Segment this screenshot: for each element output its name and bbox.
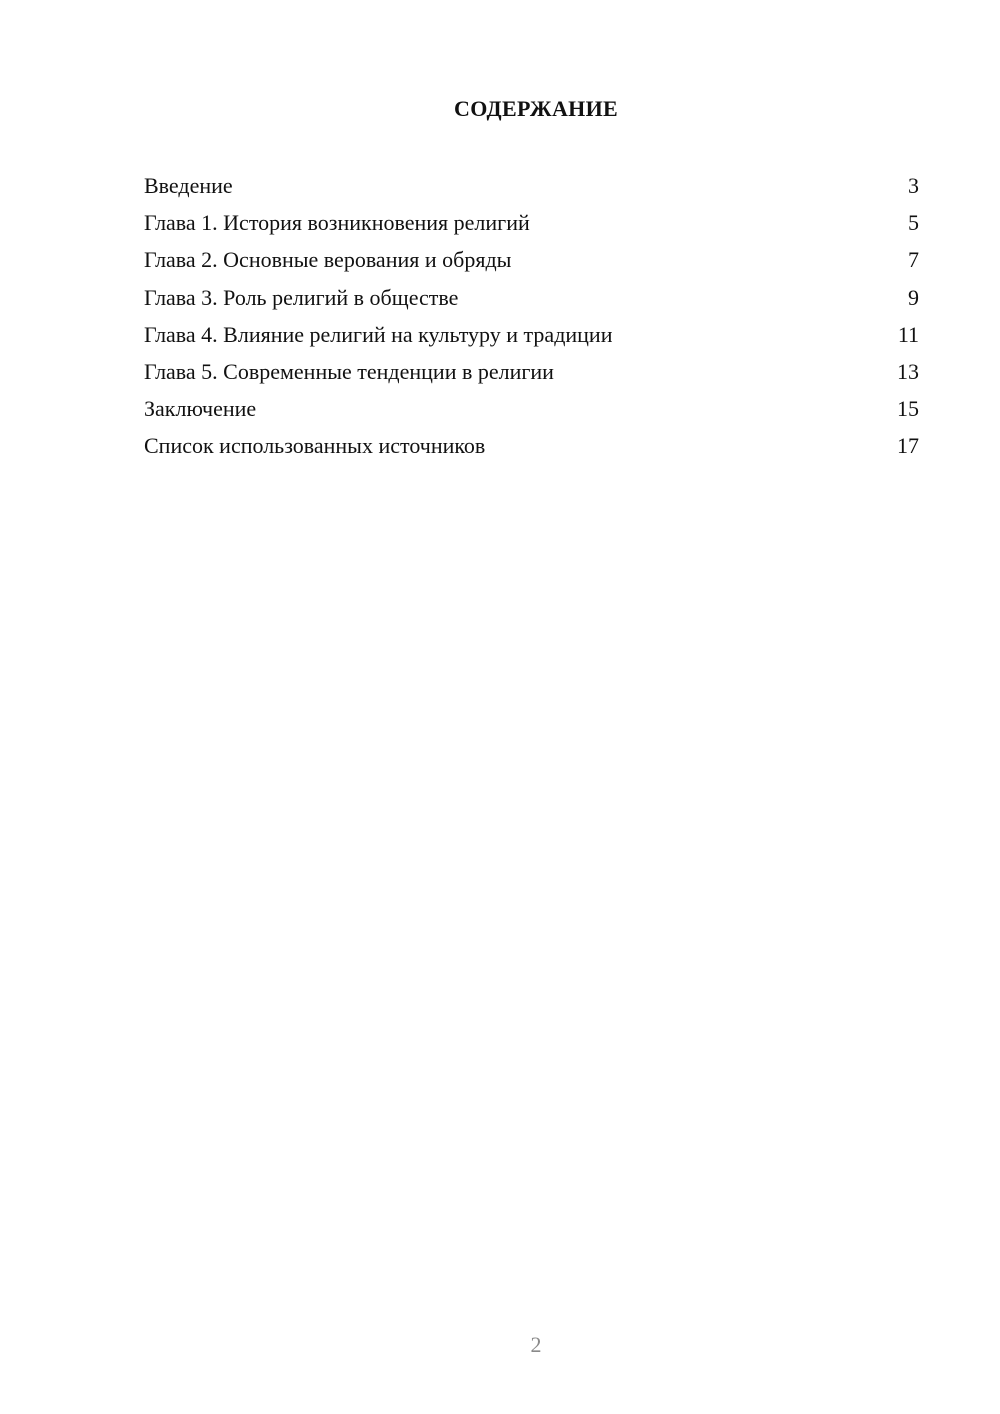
toc-entry-chapter-1 [144,204,919,241]
toc-entry-introduction [144,167,919,204]
toc-entry-label: Введение [144,173,233,198]
toc-entry-conclusion [144,390,919,427]
toc-entry-page: 7 [908,247,919,273]
toc-entry-label: Глава 1. История возникновения религий [144,210,530,236]
toc-entry-chapter-2 [144,241,919,278]
toc-entry-page: 11 [897,321,919,347]
toc-entry-references [144,427,919,464]
page-number: 2 [530,1332,542,1357]
toc-entry-chapter-4 [144,316,919,353]
table-of-contents [144,167,919,465]
toc-entry-label: Глава 4. Влияние религий на культуру и традиции [144,321,613,347]
toc-entry-page: 9 [908,284,919,310]
toc-entry-chapter-3 [144,279,919,316]
toc-heading: СОДЕРЖАНИЕ [454,96,618,121]
toc-entry-page: 13 [897,358,919,384]
toc-entry-label: Список использованных источников [144,433,486,459]
toc-entry-chapter-5 [144,353,919,390]
toc-entry-label: Глава 2. Основные верования и обряды [144,247,512,273]
toc-entry-label: Глава 3. Роль религий в обществе [144,284,459,310]
toc-entry-page: 15 [897,396,919,422]
toc-entry-page: 3 [908,173,919,198]
toc-entry-page: 5 [908,210,919,236]
toc-entry-label: Заключение [144,396,257,422]
toc-entry-page: 17 [897,433,919,459]
toc-entry-label: Глава 5. Современные тенденции в религии [144,358,554,384]
